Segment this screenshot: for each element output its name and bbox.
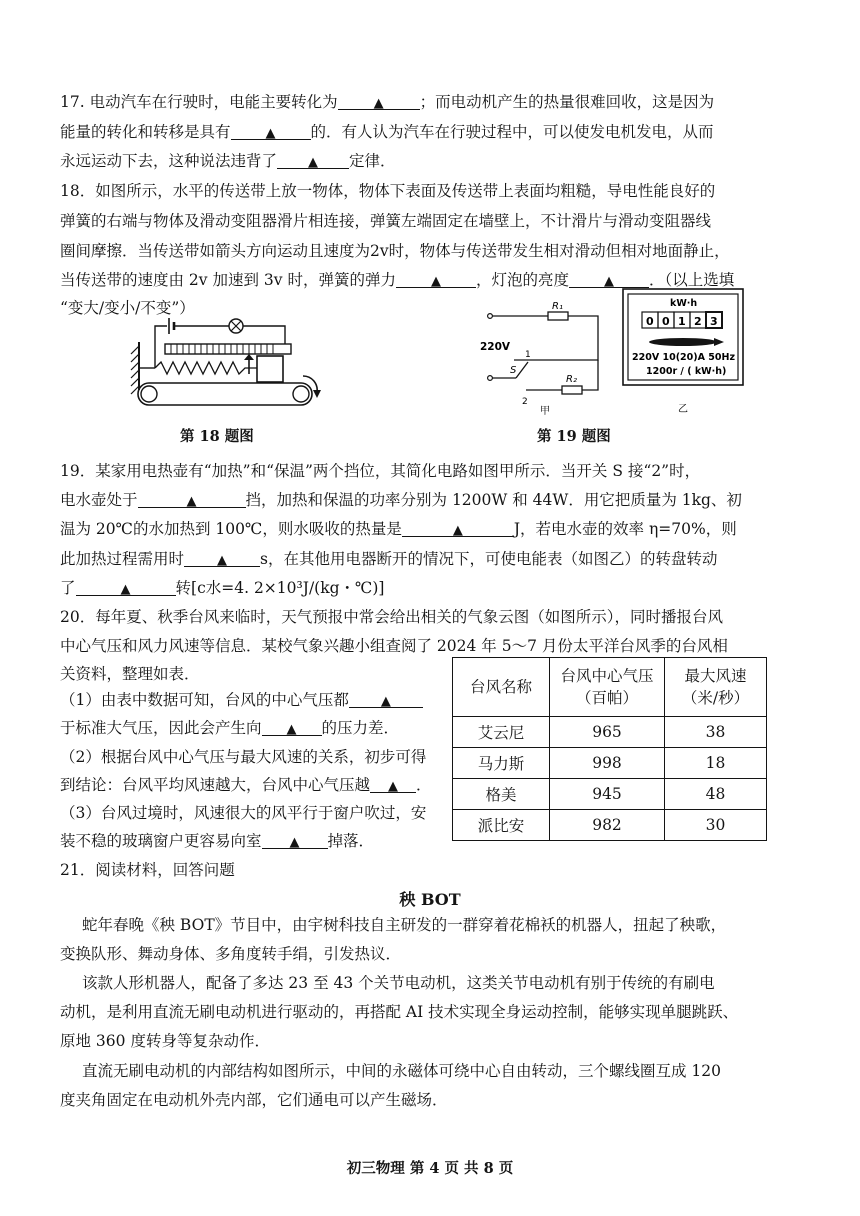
terminal-top bbox=[488, 314, 493, 319]
header-name: 台风名称 bbox=[453, 658, 550, 717]
object-block bbox=[257, 356, 283, 382]
figure-18-caption: 第 18 题图 bbox=[180, 428, 254, 445]
q19-line-2 bbox=[60, 490, 742, 510]
figure-19-meter bbox=[622, 288, 744, 416]
answer-blank[interactable] bbox=[231, 122, 311, 140]
wall-hatching bbox=[131, 346, 139, 394]
blank-marker: ▲ bbox=[265, 126, 276, 141]
table-row bbox=[453, 810, 767, 841]
q18-line-5: “变大/变小/不变”） bbox=[60, 299, 195, 317]
answer-blank[interactable] bbox=[349, 690, 423, 708]
blank-marker: ▲ bbox=[388, 779, 399, 794]
q20-line-2: 中心气压和风力风速等信息．某校气象兴趣小组查阅了 2024 年 5～7 月份太平洋台风季的台风相 bbox=[60, 637, 728, 655]
typhoon-name: 派比安 bbox=[453, 810, 550, 841]
blank-marker: ▲ bbox=[603, 274, 614, 289]
q18-line-4 bbox=[60, 270, 734, 290]
q20-line-3: 关资料，整理如表． bbox=[60, 665, 200, 683]
q17-line-1 bbox=[60, 92, 714, 112]
meter-digit: 1 bbox=[678, 315, 686, 328]
answer-blank[interactable] bbox=[76, 578, 176, 596]
table-header-row bbox=[453, 658, 767, 717]
q18-text: 当传送带的速度由 2v 加速到 3v 时，弹簧的弹力 bbox=[60, 271, 396, 289]
q19-line-1: 19．某家用电热壶有“加热”和“保温”两个挡位，其简化电路如图甲所示．当开关 S 接“2”时， bbox=[60, 462, 701, 480]
typhoon-pressure: 965 bbox=[550, 717, 665, 748]
header-pressure-label: 台风中心气压 bbox=[560, 667, 654, 685]
reading-p2-line-1: 该款人形机器人，配备了多达 23 至 43 个关节电动机，这类关节电动机有别于传统的有刷电 bbox=[82, 974, 715, 992]
typhoon-data-table bbox=[452, 657, 767, 841]
blank-marker: ▲ bbox=[286, 722, 297, 737]
header-wind-unit: （米/秒） bbox=[681, 689, 750, 707]
reading-p2-line-2: 动机，是利用直流无刷电动机进行驱动的，再搭配 AI 技术实现全身运动控制，能够实现单腿跳跃、 bbox=[60, 1003, 739, 1021]
q17-text: 能量的转化和转移是具有 bbox=[60, 123, 231, 141]
circuit-wire bbox=[243, 326, 285, 344]
answer-blank[interactable] bbox=[338, 92, 420, 110]
q19-text: 挡，加热和保温的功率分别为 1200W 和 44W．用它把质量为 1kg、初 bbox=[245, 491, 742, 509]
header-wind-label: 最大风速 bbox=[684, 667, 747, 685]
typhoon-wind: 48 bbox=[665, 779, 767, 810]
reading-p1-line-2: 变换队形、舞动身体、多角度转手绢，引发热议． bbox=[60, 945, 402, 963]
reading-p1-line-1: 蛇年春晚《秧 BOT》节目中，由宇树科技自主研发的一群穿着花棉袄的机器人，扭起了秧歌， bbox=[82, 916, 727, 934]
q18-text: ，灯泡的亮度 bbox=[475, 271, 569, 289]
answer-blank[interactable] bbox=[402, 519, 514, 537]
reading-p2-line-3: 原地 360 度转身等复杂动作． bbox=[60, 1032, 270, 1050]
q19-line-5 bbox=[60, 578, 384, 598]
q19-text: s，在其他用电器断开的情况下，可使电能表（如图乙）的转盘转动 bbox=[260, 550, 718, 568]
blank-marker: ▲ bbox=[120, 582, 131, 597]
q20-part-2-line-1: （2）根据台风中心气压与最大风速的关系，初步可得 bbox=[60, 748, 427, 766]
r2-label: R₂ bbox=[566, 374, 577, 385]
meter-spec-1: 220V 10(20)A 50Hz bbox=[632, 352, 735, 363]
header-wind bbox=[665, 658, 767, 717]
header-pressure-unit: （百帕） bbox=[575, 689, 638, 707]
r1-label: R₁ bbox=[552, 301, 563, 312]
q17-text: 定律． bbox=[349, 152, 396, 170]
q20-text: 到结论：台风平均风速越大，台风中心气压越 bbox=[60, 776, 371, 794]
slider-arrow bbox=[244, 354, 254, 360]
table-row bbox=[453, 779, 767, 810]
q19-text: 电水壶处于 bbox=[60, 491, 138, 509]
q20-text: 于标准大气压，因此会产生向 bbox=[60, 719, 262, 737]
typhoon-name: 格美 bbox=[453, 779, 550, 810]
figure-19-circuit bbox=[478, 298, 606, 416]
answer-blank[interactable] bbox=[184, 549, 260, 567]
typhoon-pressure: 998 bbox=[550, 748, 665, 779]
answer-blank[interactable] bbox=[262, 831, 328, 849]
answer-blank[interactable] bbox=[569, 270, 649, 288]
q19-text: 转[c水=4. 2×10³J/(kg・℃)] bbox=[175, 579, 385, 597]
q17-line-2 bbox=[60, 122, 714, 142]
answer-blank[interactable] bbox=[370, 775, 416, 793]
blank-marker: ▲ bbox=[289, 835, 300, 850]
meter-disc bbox=[649, 338, 717, 346]
switch-pos-2: 2 bbox=[522, 397, 528, 407]
answer-blank[interactable] bbox=[138, 490, 246, 508]
switch-blade bbox=[516, 362, 528, 378]
reading-p3-line-1: 直流无刷电动机的内部结构如图所示，中间的永磁体可绕中心自由转动，三个螺线圈互成 120 bbox=[82, 1062, 722, 1080]
q17-text: 17. 电动汽车在行驶时，电能主要转化为 bbox=[60, 93, 338, 111]
roller-right bbox=[293, 386, 309, 402]
q20-text: （1）由表中数据可知，台风的中心气压都 bbox=[60, 691, 349, 709]
voltage-label: 220V bbox=[480, 341, 511, 353]
figure-19-caption: 第 19 题图 bbox=[537, 428, 611, 445]
answer-blank[interactable] bbox=[262, 718, 322, 736]
meter-digit: 2 bbox=[694, 315, 702, 328]
typhoon-wind: 18 bbox=[665, 748, 767, 779]
meter-digit: 0 bbox=[646, 315, 654, 328]
q19-line-3 bbox=[60, 519, 737, 539]
q20-part-2-line-2 bbox=[60, 775, 432, 795]
q20-text: 掉落． bbox=[327, 832, 375, 850]
q20-part-3-line-1: （3）台风过境时，风速很大的风平行于窗户吹过，安 bbox=[60, 804, 427, 822]
q20-part-3-line-2 bbox=[60, 831, 374, 851]
q17-text: ；而电动机产生的热量很难回收，这是因为 bbox=[419, 93, 715, 111]
blank-marker: ▲ bbox=[186, 494, 197, 509]
typhoon-pressure: 982 bbox=[550, 810, 665, 841]
typhoon-wind: 38 bbox=[665, 717, 767, 748]
q17-text: 的．有人认为汽车在行驶过程中，可以使发电机发电，从而 bbox=[310, 123, 714, 141]
resistor-r2 bbox=[562, 386, 582, 394]
meter-unit: kW·h bbox=[670, 298, 698, 309]
typhoon-wind: 30 bbox=[665, 810, 767, 841]
q20-text: ． bbox=[416, 776, 432, 794]
typhoon-name: 马力斯 bbox=[453, 748, 550, 779]
arrow-head-icon bbox=[313, 390, 321, 398]
resistor-r1 bbox=[548, 312, 568, 320]
label-jia: 甲 bbox=[540, 406, 550, 416]
q20-text: 装不稳的玻璃窗户更容易向室 bbox=[60, 832, 262, 850]
meter-spec-2: 1200r / ( kW·h) bbox=[646, 366, 727, 377]
q20-part-1-line-2 bbox=[60, 718, 399, 738]
q19-line-4 bbox=[60, 549, 717, 569]
reading-p3-line-2: 度夹角固定在电动机外壳内部，它们通电可以产生磁场． bbox=[60, 1091, 448, 1109]
header-pressure bbox=[550, 658, 665, 717]
answer-blank[interactable] bbox=[277, 151, 349, 169]
q18-line-2: 弹簧的右端与物体及滑动变阻器滑片相连接，弹簧左端固定在墙壁上，不计滑片与滑动变阻器线 bbox=[60, 212, 712, 230]
reading-title: 秧 BOT bbox=[399, 890, 461, 909]
q18-line-3: 圈间摩擦．当传送带如箭头方向运动且速度为2v时，物体与传送带发生相对滑动但相对地面静止， bbox=[60, 242, 730, 260]
q20-part-1-line-1 bbox=[60, 690, 423, 710]
label-yi: 乙 bbox=[678, 404, 688, 415]
answer-blank[interactable] bbox=[396, 270, 476, 288]
blank-marker: ▲ bbox=[452, 523, 463, 538]
meter-digit: 0 bbox=[662, 315, 670, 328]
q19-text: 温为 20℃的水加热到 100℃，则水吸收的热量是 bbox=[60, 520, 402, 538]
meter-digit: 3 bbox=[710, 315, 718, 328]
q19-text: J，若电水壶的效率 η=70%，则 bbox=[513, 520, 737, 538]
blank-marker: ▲ bbox=[373, 96, 384, 111]
rheostat-body bbox=[165, 344, 291, 354]
blank-marker: ▲ bbox=[430, 274, 441, 289]
page-footer: 初三物理 第 4 页 共 8 页 bbox=[346, 1160, 514, 1177]
terminal-bottom bbox=[488, 376, 493, 381]
q20-line-1: 20．每年夏、秋季台风来临时，天气预报中常会给出相关的气象云图（如图所示），同时播报台风 bbox=[60, 608, 723, 626]
blank-marker: ▲ bbox=[217, 553, 228, 568]
spring bbox=[155, 362, 257, 374]
figure-18-diagram bbox=[125, 312, 325, 416]
typhoon-name: 艾云尼 bbox=[453, 717, 550, 748]
blank-marker: ▲ bbox=[308, 155, 319, 170]
q19-text: 此加热过程需用时 bbox=[60, 550, 185, 568]
circuit-wire bbox=[582, 360, 598, 390]
table-row bbox=[453, 748, 767, 779]
q21-heading: 21．阅读材料，回答问题 bbox=[60, 861, 235, 879]
lamp-icon bbox=[229, 319, 243, 333]
switch-label: S bbox=[510, 365, 517, 376]
roller-left bbox=[141, 386, 157, 402]
switch-pos-1: 1 bbox=[525, 350, 531, 360]
q19-text: 了 bbox=[60, 579, 76, 597]
typhoon-pressure: 945 bbox=[550, 779, 665, 810]
q18-line-1: 18．如图所示，水平的传送带上放一物体，物体下表面及传送带上表面均粗糙，导电性能良好的 bbox=[60, 182, 716, 200]
q17-text: 永远运动下去，这种说法违背了 bbox=[60, 152, 278, 170]
table-row bbox=[453, 717, 767, 748]
q18-text: ．（以上选填 bbox=[648, 271, 735, 289]
q20-text: 的压力差． bbox=[321, 719, 400, 737]
blank-marker: ▲ bbox=[380, 694, 391, 709]
q17-line-3 bbox=[60, 151, 396, 171]
